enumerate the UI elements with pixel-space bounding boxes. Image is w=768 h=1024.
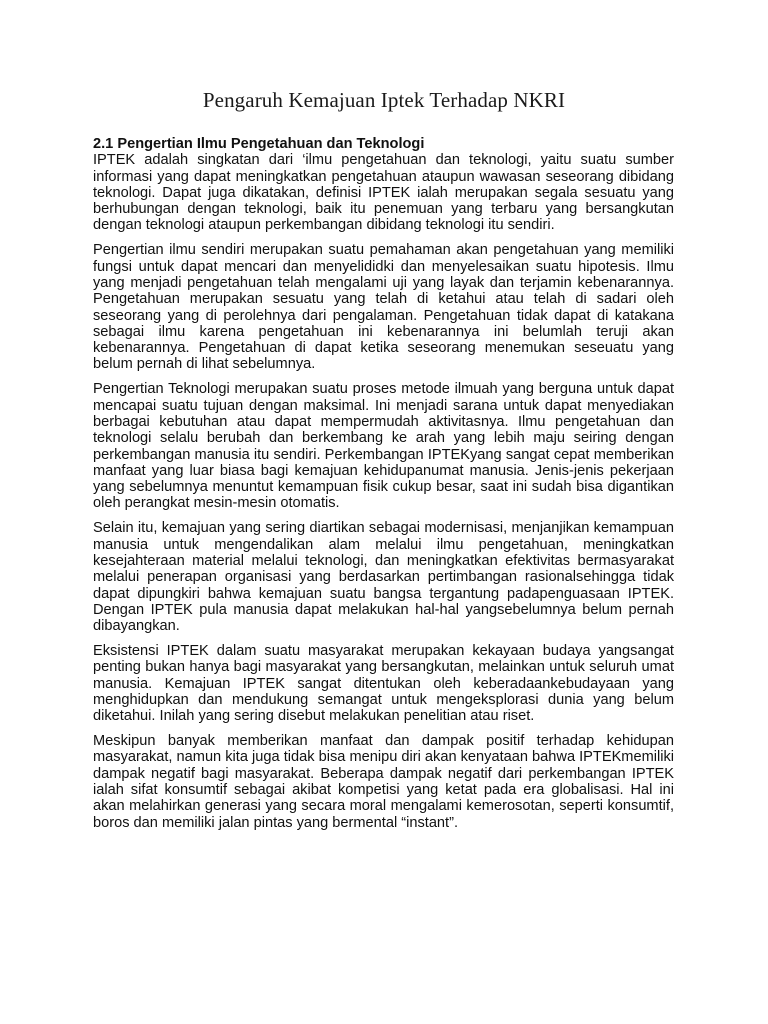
paragraph-4: Selain itu, kemajuan yang sering diartikan sebagai modernisasi, menjanjikan kemampuan manusia untuk mengendalikan alam melalui ilmu pengetahuan, meningkatkan kesejahteraan material melalui teknologi, dan meningkatkan efektivitas bermasyarakat melalui penerapan organisasi yang berdasarkan pertimbangan rasionalsehingga tidak dapat dipungkiri bahwa kemajuan suatu bangsa tergantung padapenguasaan IPTEK. Dengan IPTEK pula manusia dapat melakukan hal-hal yangsebelumnya belum pernah dibayangkan. [93, 520, 674, 635]
paragraph-5: Eksistensi IPTEK dalam suatu masyarakat merupakan kekayaan budaya yangsangat penting bukan hanya bagi masyarakat yang bersangkutan, melainkan untuk seluruh umat manusia. Kemajuan IPTEK sangat ditentukan oleh keberadaankebudayaan yang menghidupkan dan mendukung semangat untuk mengeksplorasi dunia yang belum diketahui. Inilah yang sering disebut melakukan penelitian atau riset. [93, 642, 674, 725]
paragraph-3: Pengertian Teknologi merupakan suatu proses metode ilmuah yang berguna untuk dapat mencapai suatu tujuan dengan maksimal. Ini menjadi sarana untuk dapat menyediakan berbagai kebutuhan atau dapat mempermudah aktivitasnya. Ilmu pengetahuan dan teknologi selalu berubah dan berkembang ke arah yang lebih maju seiring dengan perkembangan manusia itu sendiri. Perkembangan IPTEKyang sangat cepat memberikan manfaat yang luar biasa bagi kemajuan kehidupanumat manusia. Jenis-jenis pekerjaan yang sebelumnya menuntut kemampuan fisik cukup besar, saat ini sudah bisa digantikan oleh perangkat mesin-mesin otomatis. [93, 381, 674, 512]
paragraph-2: Pengertian ilmu sendiri merupakan suatu pemahaman akan pengetahuan yang memiliki fungsi untuk dapat mencari dan menyelididki dan menyelesaikan suatu hipotesis. Ilmu yang menjadi pengetahuan telah mengalami uji yang layak dan terjamin kebenarannya. Pengetahuan merupakan sesuatu yang telah di ketahui atau telah di sadari oleh seseorang yang di perolehnya dari pengalaman. Pengetahuan tidak dapat di katakana sebagai ilmu karena pengetahuan ini kebenarannya ini belumlah teruji akan kebenarannya. Pengetahuan di dapat ketika seseorang menemukan seseuatu yang belum pernah di lihat sebelumnya. [93, 242, 674, 373]
paragraph-1: IPTEK adalah singkatan dari ‘ilmu pengetahuan dan teknologi, yaitu suatu sumber informasi yang dapat meningkatkan pengetahuan ataupun wawasan seseorang dibidang teknologi. Dapat juga dikatakan, definisi IPTEK ialah merupakan segala sesuatu yang berhubungan dengan teknologi, baik itu penemuan yang terbaru yang bersangkutan dengan teknologi ataupun perkembangan dibidang teknologi itu sendiri. [93, 152, 674, 234]
document-body [93, 136, 674, 839]
paragraph-6: Meskipun banyak memberikan manfaat dan dampak positif terhadap kehidupan masyarakat, namun kita juga tidak bisa menipu diri akan kenyataan bahwa IPTEKmemiliki dampak negatif bagi masyarakat. Beberapa dampak negatif dari perkembangan IPTEK ialah sifat konsumtif sebagai akibat kompetisi yang ketat pada era globalisasi. Hal ini akan melahirkan generasi yang secara moral mengalami kemerosotan, seperti konsumtif, boros dan memiliki jalan pintas yang bermental “instant”. [93, 733, 674, 831]
section-heading: 2.1 Pengertian Ilmu Pengetahuan dan Teknologi [93, 136, 425, 152]
document-title: Pengaruh Kemajuan Iptek Terhadap NKRI [202, 88, 566, 112]
